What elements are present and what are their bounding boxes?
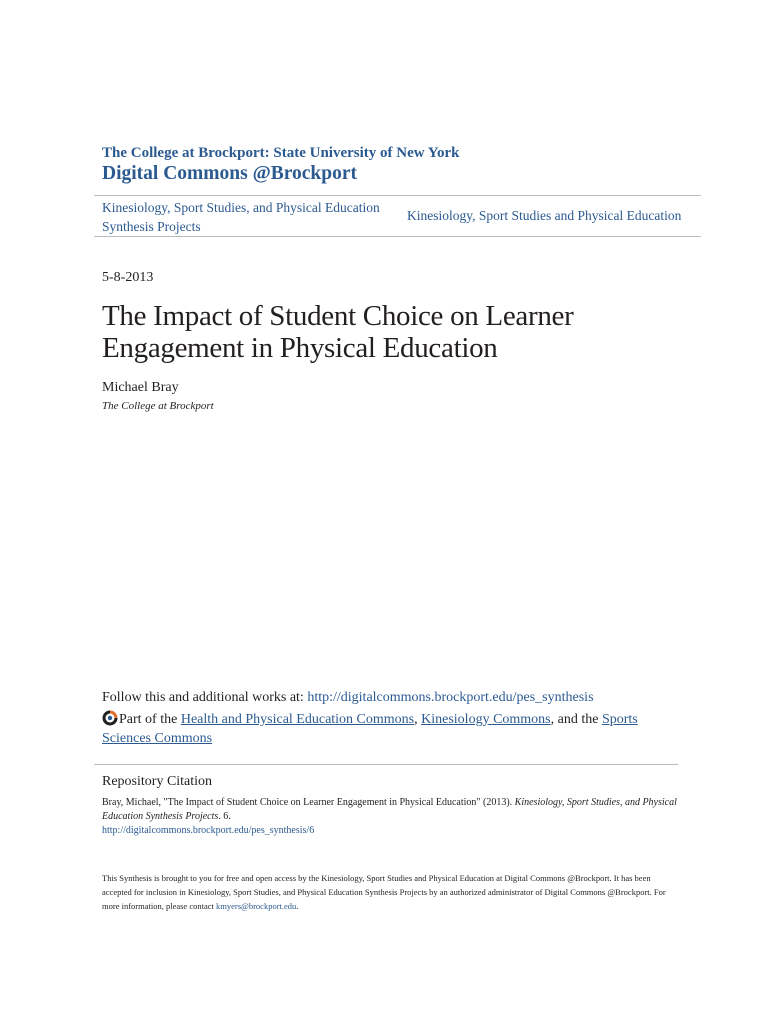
citation-heading: Repository Citation xyxy=(102,774,213,789)
notice-end: . xyxy=(296,901,299,911)
contact-email-link[interactable]: kmyers@brockport.edu xyxy=(216,901,297,911)
author-name: Michael Bray xyxy=(102,380,179,395)
follow-line xyxy=(102,688,682,707)
series-line-2: Synthesis Projects xyxy=(102,219,201,234)
follow-prefix: Follow this and additional works at: xyxy=(102,690,308,705)
series-link-synthesis-projects[interactable] xyxy=(102,198,402,236)
access-notice xyxy=(102,871,682,913)
citation-suffix: . 6. xyxy=(218,811,231,822)
separator-2: , and the xyxy=(550,712,602,727)
notice-text: This Synthesis is brought to you for free and open access by the Kinesiology, Sport Studies and Physical Education at Digital Commons @Brockport. It has been accepted for inclusion in Kinesiology, Sport Studies, and Physical Education Synthesis Projects by an authorized administrator of Digital Commons @Brockport. For more information, please contact xyxy=(102,873,666,911)
series-link-department[interactable]: Kinesiology, Sport Studies and Physical Education xyxy=(407,208,682,223)
kinesiology-commons-link[interactable]: Kinesiology Commons xyxy=(421,712,551,727)
part-of-prefix: Part of the xyxy=(119,712,181,727)
follow-url-link[interactable]: http://digitalcommons.brockport.edu/pes_synthesis xyxy=(307,690,594,705)
sports-sciences-commons-link[interactable]: Sports Sciences Commons xyxy=(102,712,638,746)
article-title: The Impact of Student Choice on Learner Engagement in Physical Education xyxy=(102,300,574,364)
citation-text: Bray, Michael, "The Impact of Student Choice on Learner Engagement in Physical Education" (2013). xyxy=(102,797,515,808)
repository-link[interactable]: Digital Commons @Brockport xyxy=(102,163,358,184)
citation-divider xyxy=(94,764,678,765)
separator-1: , xyxy=(414,712,422,727)
citation-url-link[interactable]: http://digitalcommons.brockport.edu/pes_synthesis/6 xyxy=(102,825,315,836)
health-pe-commons-link[interactable]: Health and Physical Education Commons xyxy=(180,712,415,727)
part-of-line xyxy=(102,710,662,748)
publication-date: 5-8-2013 xyxy=(102,270,154,285)
author-affiliation: The College at Brockport xyxy=(102,400,214,412)
series-divider xyxy=(94,236,701,237)
commons-network-icon xyxy=(102,710,118,726)
top-divider xyxy=(94,195,701,196)
citation-series: Kinesiology, Sport Studies, and Physical Education Synthesis Projects xyxy=(102,797,677,822)
series-line-1: Kinesiology, Sport Studies, and Physical Education xyxy=(102,200,380,215)
institution-link[interactable]: The College at Brockport: State University of New York xyxy=(102,145,460,161)
citation-body xyxy=(102,796,677,838)
institution-header xyxy=(102,145,702,185)
